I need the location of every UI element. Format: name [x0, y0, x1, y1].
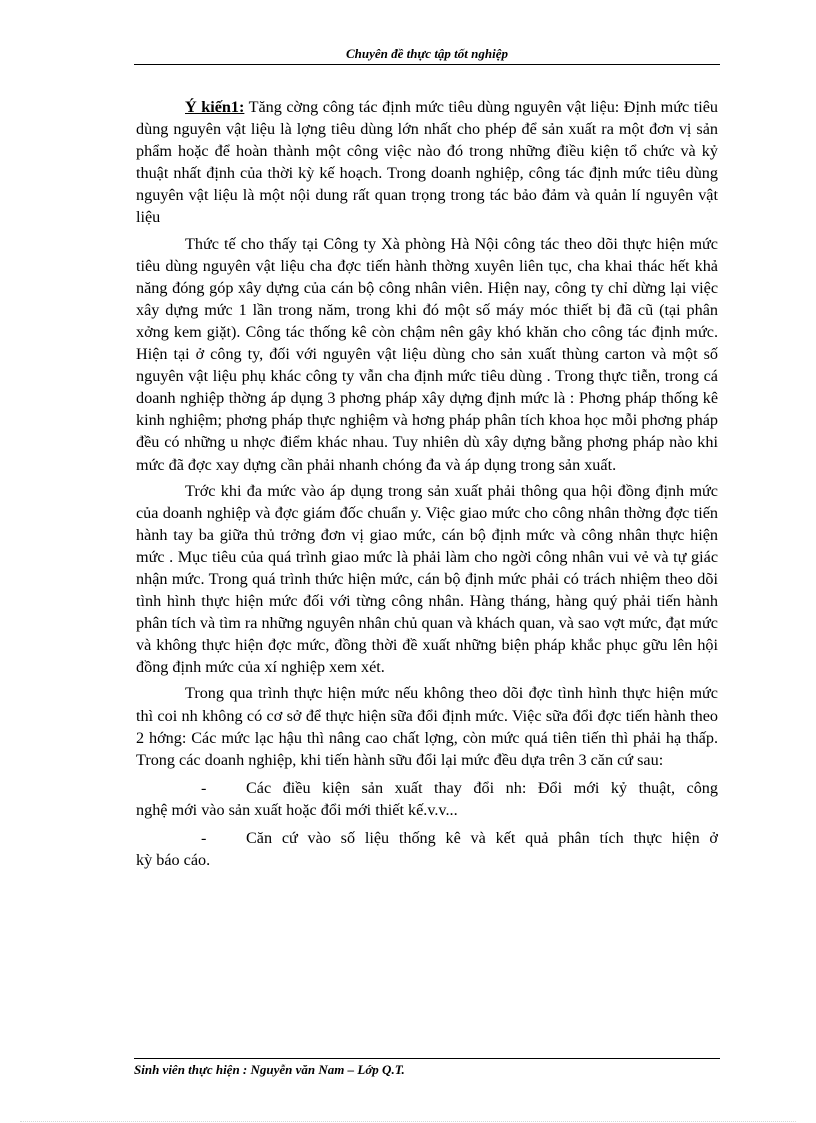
document-body [136, 96, 718, 877]
page-header-title: Chuyên đề thực tập tốt nghiệp [346, 46, 508, 61]
footer-divider [134, 1058, 720, 1059]
paragraph-3: Trớc khi đa mức vào áp dụng trong sản xuất phải thông qua hội đồng định mức của doanh nghiệp và đợc giám đốc chuẩn y. Việc giao mức cho công nhân thờng đợc tiến hành tay ba giữa thủ trởng đơn vị giao mức, cán bộ định mức và công nhân thực hiện mức . Mục tiêu của quá trình giao mức là phải làm cho ngời công nhân vui vẻ và tự giác nhận mức. Trong quá trình thức hiện mức, cán bộ định mức phải có trách nhiệm theo dõi tình hình thực hiện mức đối với từng công nhân. Hàng tháng, hàng quý phải tiến hành phân tích và tìm ra những nguyên nhân chủ quan và khách quan, và sao vợt mức, đạt mức và không thực hiện đợc mức, đồng thời đề xuất những biện pháp khắc phục gữu lên hội đồng định mức của xí nghiệp xem xét. [136, 481, 718, 677]
bullet-item-2 [136, 827, 718, 871]
paragraph-1-lead: Ý kiến1: [185, 98, 245, 116]
bullet-marker: - [201, 778, 207, 797]
bullet-item-1 [136, 777, 718, 821]
bullet-1-line-a: Các điều kiện sản xuất thay đổi nh: Đổi mới kỷ thuật, công [246, 778, 718, 797]
bullet-2-line-b: kỳ báo cáo. [136, 851, 211, 870]
paragraph-2: Thức tế cho thấy tại Công ty Xà phòng Hà Nội công tác theo dõi thực hiện mức tiêu dùng nguyên vật liệu cha đợc tiến hành thờng xuyên liên tục, cha khai thác hết khả năng đóng góp xây dựng của cán bộ công nhân viên. Hiện nay, công ty chỉ dừng lại việc xây dựng mức 1 lần trong năm, trong khi đó một số máy móc thiết bị đã cũ (tại phân xởng kem giặt). Công tác thống kê còn chậm nên gây khó khăn cho công tác định mức. Hiện tại ở công ty, đối với nguyên vật liệu dùng cho sản xuất thùng carton và một số nguyên vật liệu phụ khác công ty vẫn cha định mức tiêu dùng . Trong thực tiễn, trong cá doanh nghiệp thờng áp dụng 3 phơng pháp xây dựng định mức là : Phơng pháp thống kê kinh nghiệm; phơng pháp thực nghiệm và hơng pháp phân tích khoa học mỗi phơng pháp đều có những u nhợc điểm khác nhau. Tuy nhiên dù xây dựng bằng phơng pháp nào khi mức đã đợc xay dựng cần phải nhanh chóng đa và áp dụng trong sản xuất. [136, 234, 718, 474]
paragraph-1-text: Tăng cờng công tác định mức tiêu dùng nguyên vật liệu: Định mức tiêu dùng nguyên vật liệu là lợng tiêu dùng lớn nhất cho phép để sản xuất ra một đơn vị sản phẩm hoặc để hoàn thành một công việc nào đó trong những điều kiện tổ chức và kỷ thuật nhất định của thời kỳ kế hoạch. Trong doanh nghiệp, công tác định mức tiêu dùng nguyên vật liệu là một nội dung rất quan trọng trong tác bảo đảm và quản lí nguyên vật liệu [136, 98, 718, 227]
paragraph-4: Trong qua trình thực hiện mức nếu không theo dõi đợc tình hình thực hiện mức thì coi nh không có cơ sở để thực hiện sữa đổi định mức. Việc sữa đổi đợc tiến hành theo 2 hớng: Các mức lạc hậu thì nâng cao chất lợng, còn mức quá tiên tiến thì phải hạ thấp. Trong các doanh nghiệp, khi tiến hành sữu đổi lại mức đều dựa trên 3 căn cứ sau: [136, 684, 718, 769]
bullet-2-line-a: Căn cứ vào số liệu thống kê và kết quả phân tích thực hiện ở [246, 829, 718, 847]
header-divider [134, 64, 720, 65]
paragraph-1 [136, 96, 718, 229]
bullet-1-line-b: nghệ mới vào sản xuất hoặc đổi mới thiết kế.v.v... [136, 800, 458, 819]
page-footer-text: Sinh viên thực hiện : Nguyễn văn Nam – Lớp Q.T. [134, 1062, 405, 1077]
page-edge-line [20, 1121, 796, 1122]
bullet-marker: - [201, 829, 207, 847]
